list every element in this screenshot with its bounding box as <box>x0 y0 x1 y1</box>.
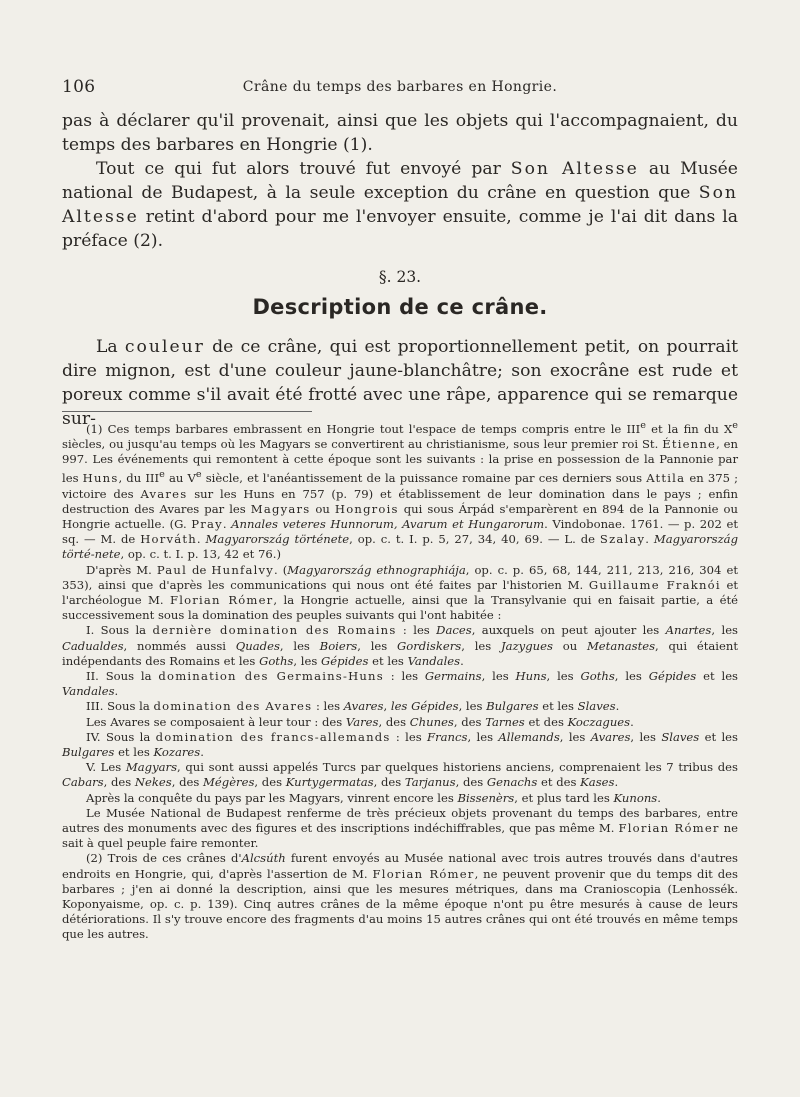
emphasis: Son Altesse <box>510 159 639 179</box>
list-item-romans: I. Sous la dernière domination des Romains : les Daces, auxquels on peut ajouter les Anartes, les Cadualdes, nommés aussi Quades, les Boiers, les Gordiskers, les Jazygues ou Metanastes, qui étaient indépendants des Romains et les Goths, les Gépides et les Vandales. <box>62 623 739 668</box>
list-item-magyars: V. Les Magyars, qui sont aussi appelés Turcs par quelques historiens anciens, comprenaient les 7 tribus des Cabars, des Nekes, des Mégères, des Kurtygermatas, des Tarjanus, des Genachs et des Kases. <box>62 760 738 790</box>
list-item-franks: IV. Sous la domination des francs-allemands : les Francs, les Allemands, les Avares, les Slaves et les Bulgares et les Kozares. <box>62 729 738 759</box>
list-item-avars-composition: Les Avares se composaient à leur tour : des Vares, des Chunes, des Tarnes et des Koczagues. <box>86 714 634 729</box>
footnote-1-peoples: D'après M. Paul de Hunfalvy. (Magyarország ethnographiája, op. c. p. 65, 68, 144, 211, 213, 216, 304 et 353), ainsi que d'après les communications qui nous ont été faites par l'historien M. Guillaume Fraknói et l'archéologue M. Florian Rómer, la Hongrie actuelle, ainsi que la Transylvanie qui en faisait partie, a été successivement sous la domination des peuples suivants qui l'ont habitée : <box>62 562 738 623</box>
page-number: 106 <box>62 77 96 97</box>
emphasis: couleur <box>124 337 205 357</box>
paragraph-sent-to-museum: Tout ce qui fut alors trouvé fut envoyé par Son Altesse au Musée national de Budapest, à la seule exception du crâne en question que Son Altesse retint d'abord pour me l'envoyer ensuite, comme je l'ai dit dans la préface (2). <box>62 159 738 251</box>
list-item-after-conquest: Après la conquête du pays par les Magyars, vinrent encore les Bissenèrs, et plus tard les Kunons. <box>86 790 661 805</box>
running-title: Crâne du temps des barbares en Hongrie. <box>242 79 558 95</box>
footnote-1: (1) Ces temps barbares embrassent en Hongrie tout l'espace de temps compris entre le IIIe et la fin du Xe siècles, ou jusqu'au temps où les Magyars se convertirent au christianisme, sous leur premier roi St. Étienne, en 997. Les événements qui remontent à cette époque sont les suivants : la prise en possession de la Pannonie par les Huns, du IIIe au Ve siècle, et l'anéantissement de la puissance romaine par ces derniers sous Attila en 375 ; victoire des Avares sur les Huns en 757 (p. 79) et établissement de leur domination dans le pays ; enfin destruction des Avares par les Magyars ou Hongrois qui sous Árpád s'emparèrent en 894 de la Pannonie ou Hongrie actuelle. (G. Pray. Annales veteres Hunnorum, Avarum et Hungarorum. Vindobonae. 1761. — p. 202 et sq. — M. de Horváth. Magyarország története, op. c. t. I. p. 5, 27, 34, 40, 69. — L. de Szalay. Magyarország törté-nete, op. c. t. I. p. 13, 42 et 76.) <box>62 420 739 562</box>
footnotes <box>62 418 738 943</box>
list-item-avars: III. Sous la domination des Avares : les Avares, les Gépides, les Bulgares et les Slaves. <box>86 699 620 714</box>
paragraph-continuation: pas à déclarer qu'il provenait, ainsi que les objets qui l'accompagnaient, du temps des barbares en Hongrie (1). <box>62 111 738 155</box>
main-text <box>62 109 738 431</box>
section-number: §. 23. <box>378 268 422 286</box>
museum-paragraph: Le Musée National de Budapest renferme de très précieux objets provenant du temps des barbares, entre autres des monuments avec des figures et des inscriptions indéchiffrables, que pas même M. Florian Rómer ne sait à quel peuple faire remonter. <box>62 805 738 851</box>
paragraph-description: La couleur de ce crâne, qui est proportionnellement petit, on pourrait dire mignon, est d'une couleur jaune-blanchâtre; son exocrâne est rude et poreux comme s'il avait été frotté avec une râpe, apparence qui se remarque sur- <box>62 337 739 429</box>
footnote-2: (2) Trois de ces crânes d'Alcsúth furent envoyés au Musée national avec trois autres trouvés dans d'autres endroits en Hongrie, qui, d'après l'assertion de M. Florian Rómer, ne peuvent provenir que du temps dit des barbares ; j'en ai donné la description, ainsi que les mesures métriques, dans ma Cranioscopia (Lenhossék. Koponyaisme, op. c. p. 139). Cinq autres crânes de la même époque n'ont pu être mesurés à cause de leurs détériorations. Il s'y trouve encore des fragments d'au moins 15 autres crânes qui ont été trouvés en même temps que les autres. <box>62 851 738 942</box>
section-heading: Description de ce crâne. <box>252 295 548 319</box>
list-item-germans-huns: II. Sous la domination des Germains-Huns : les Germains, les Huns, les Goths, les Gépides et les Vandales. <box>62 668 738 699</box>
footnote-rule <box>62 411 312 412</box>
emphasis: Son Altesse <box>62 183 738 227</box>
